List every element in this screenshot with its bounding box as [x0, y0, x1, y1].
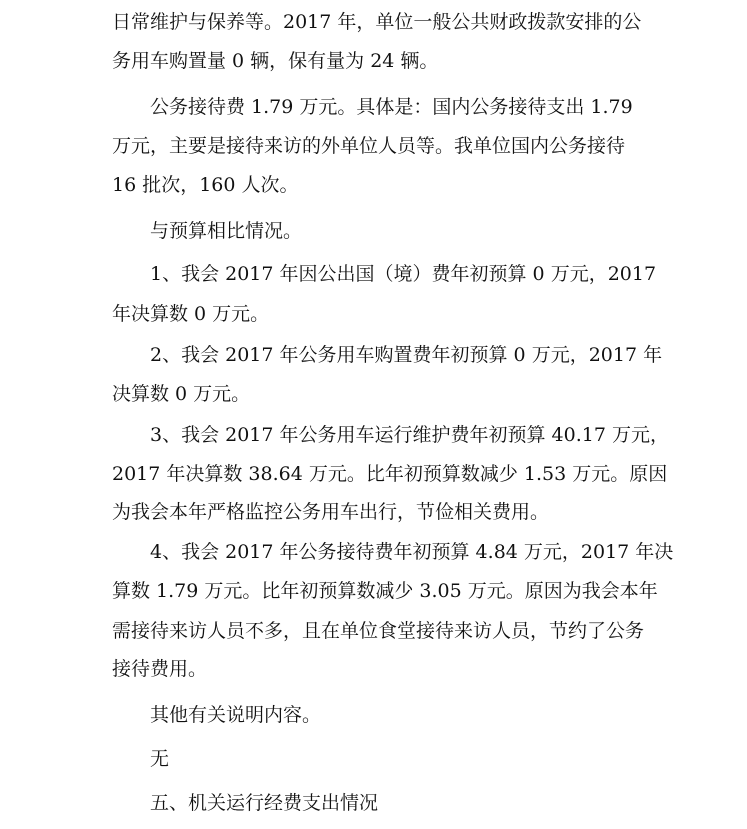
list-item-4-line: 接待费用。 [112, 658, 208, 680]
paragraph-line: 日常维护与保养等。2017 年，单位一般公共财政拨款安排的公 [112, 11, 642, 33]
section-heading: 与预算相比情况。 [150, 220, 303, 242]
list-item-4-line: 需接待来访人员不多，且在单位食堂接待来访人员，节约了公务 [112, 620, 645, 642]
paragraph-line: 公务接待费 1.79 万元。具体是：国内公务接待支出 1.79 [150, 96, 633, 118]
section-heading: 五、机关运行经费支出情况 [150, 792, 379, 814]
paragraph-line: 万元，主要是接待来访的外单位人员等。我单位国内公务接待 [112, 135, 626, 157]
paragraph-line: 无 [150, 748, 170, 770]
list-item-4-line: 算数 1.79 万元。比年初预算数减少 3.05 万元。原因为我会本年 [112, 580, 658, 602]
section-heading: 其他有关说明内容。 [150, 704, 322, 726]
list-item-4-line: 4、我会 2017 年公务接待费年初预算 4.84 万元，2017 年决 [150, 541, 674, 563]
list-item-2-line: 2、我会 2017 年公务用车购置费年初预算 0 万元，2017 年 [150, 344, 663, 366]
list-item-2-line: 决算数 0 万元。 [112, 383, 251, 405]
list-item-3-line: 2017 年决算数 38.64 万元。比年初预算数减少 1.53 万元。原因 [112, 463, 668, 485]
list-item-1-line: 1、我会 2017 年因公出国（境）费年初预算 0 万元，2017 [150, 263, 657, 285]
paragraph-line: 16 批次，160 人次。 [112, 174, 299, 196]
list-item-3-line: 3、我会 2017 年公务用车运行维护费年初预算 40.17 万元， [150, 424, 669, 446]
list-item-1-line: 年决算数 0 万元。 [112, 303, 270, 325]
list-item-3-line: 为我会本年严格监控公务用车出行，节俭相关费用。 [112, 501, 550, 523]
paragraph-line: 务用车购置量 0 辆，保有量为 24 辆。 [112, 50, 439, 72]
